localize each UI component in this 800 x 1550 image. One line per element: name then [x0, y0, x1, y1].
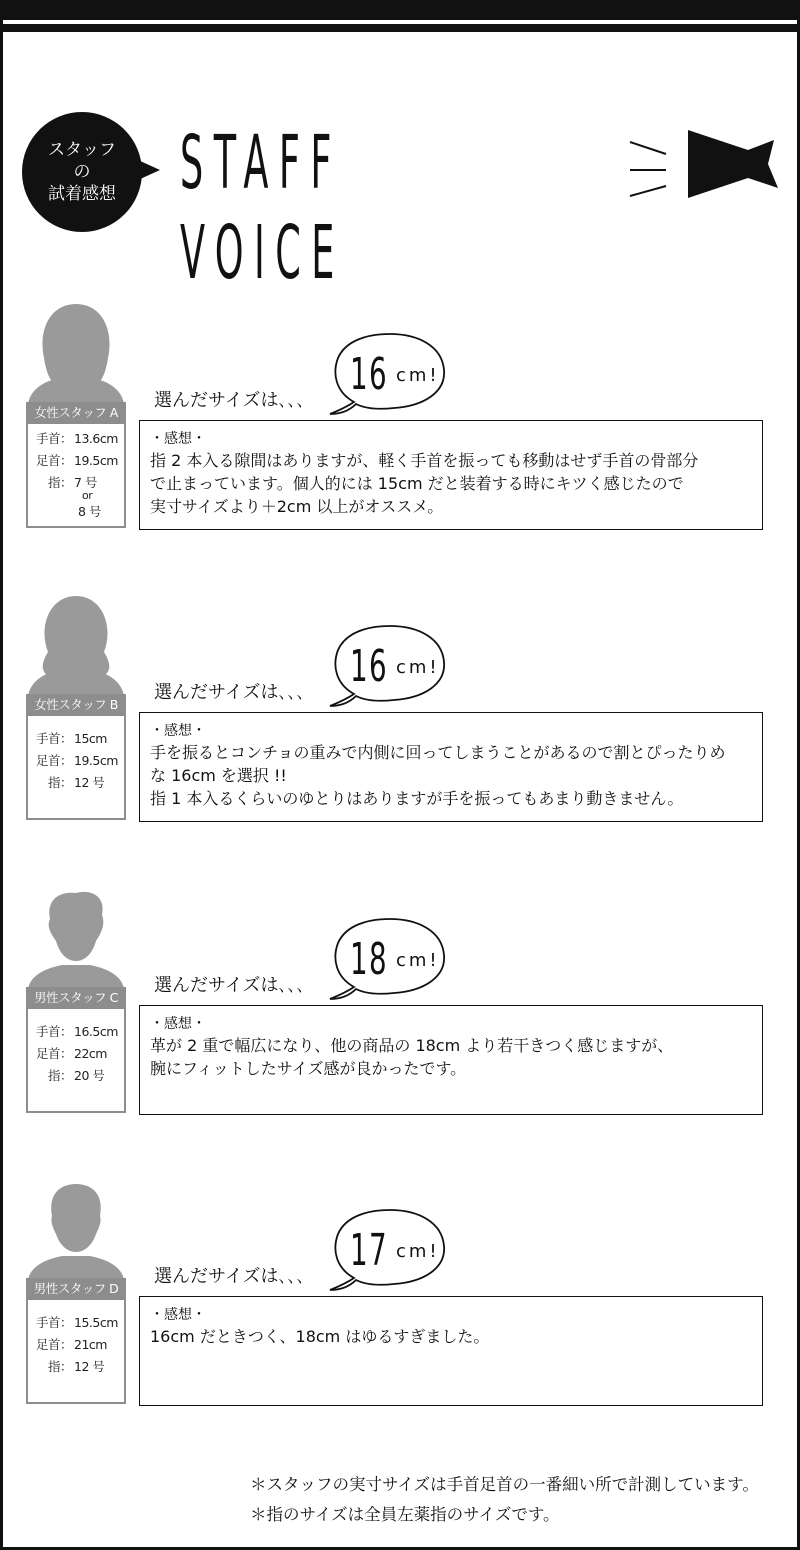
- comment-line: 16cm だときつく、18cm はゆるすぎました。: [150, 1327, 490, 1346]
- size-number: 17: [350, 1225, 389, 1276]
- male-avatar-icon: [26, 885, 126, 989]
- stat-wrist: [28, 1312, 124, 1334]
- speed-lines-icon: [626, 136, 672, 202]
- footnote-finger: ＊指のサイズは全員左薬指のサイズです。: [250, 1505, 560, 1524]
- stat-value: 15cm: [74, 731, 107, 746]
- footnote-measure: ＊スタッフの実寸サイズは手首足首の一番細い所で計測しています。: [250, 1475, 759, 1494]
- stat-value: 12 号: [74, 775, 105, 790]
- stat-key: 指：: [47, 775, 72, 790]
- stat-finger: [28, 1065, 124, 1087]
- stat-key: 手首：: [35, 431, 72, 446]
- size-number: 18: [350, 934, 389, 985]
- stat-key: 指：: [47, 475, 72, 490]
- footnotes: [250, 1470, 759, 1530]
- comment-title: ・感想・: [150, 1016, 206, 1032]
- stat-value: 13.6cm: [74, 431, 118, 446]
- size-prefix: 選んだサイズは､､､: [154, 1266, 306, 1287]
- size-prefix: 選んだサイズは､､､: [154, 682, 306, 703]
- stat-key: 足首：: [35, 753, 72, 768]
- stat-ankle: [28, 1334, 124, 1356]
- comment-line: な 16cm を選択 !!: [150, 766, 287, 785]
- stat-ankle: [28, 750, 124, 772]
- stat-value: 7 号: [74, 475, 97, 490]
- comment-box: [139, 1005, 763, 1115]
- stat-key: 足首：: [35, 1046, 72, 1061]
- comment-box: [139, 712, 763, 822]
- badge-line-1: スタッフ: [48, 140, 116, 160]
- stat-key: 手首：: [35, 1024, 72, 1039]
- stat-wrist: [28, 728, 124, 750]
- stat-or: or: [82, 489, 93, 502]
- staff-label: 男性スタッフ C: [26, 987, 126, 1009]
- comment-line: 指 1 本入るくらいのゆとりはありますが手を振ってもあまり動きません。: [150, 789, 684, 808]
- stat-wrist: [28, 1021, 124, 1043]
- staff-badge: [22, 112, 142, 232]
- size-number: 16: [350, 641, 389, 692]
- stat-ankle: [28, 1043, 124, 1065]
- female-avatar-icon: [26, 300, 126, 404]
- stat-value: 19.5cm: [74, 453, 118, 468]
- staff-block-b: [0, 592, 800, 832]
- stat-value: 12 号: [74, 1359, 105, 1374]
- stat-alt: 8 号: [78, 504, 101, 519]
- stat-key: 足首：: [35, 1337, 72, 1352]
- male-avatar-icon: [26, 1176, 126, 1280]
- comment-line: 指 2 本入る隙間はありますが、軽く手首を振っても移動はせず手首の骨部分: [150, 451, 699, 470]
- stat-value: 20 号: [74, 1068, 105, 1083]
- stat-finger: [28, 475, 124, 491]
- bow-shape-icon: [686, 128, 782, 200]
- comment-line: 腕にフィットしたサイズ感が良かったです。: [150, 1059, 467, 1078]
- stat-key: 指：: [47, 1068, 72, 1083]
- staff-label: 男性スタッフ D: [26, 1278, 126, 1300]
- size-unit: cm!: [396, 950, 440, 971]
- badge-pointer: [138, 160, 160, 180]
- staff-stats: [26, 1300, 126, 1404]
- comment-box: [139, 420, 763, 530]
- size-unit: cm!: [396, 365, 440, 386]
- comment-line: で止まっています。個人的には 15cm だと装着する時にキツく感じたので: [150, 474, 684, 493]
- stat-value: 22cm: [74, 1046, 107, 1061]
- staff-block-c: [0, 885, 800, 1125]
- staff-stats: [26, 716, 126, 820]
- page-title: STAFF VOICE: [180, 120, 345, 296]
- stat-value: 16.5cm: [74, 1024, 118, 1039]
- size-unit: cm!: [396, 1241, 440, 1262]
- stat-wrist: [28, 428, 124, 450]
- female-avatar-icon: [26, 592, 126, 696]
- staff-block-a: [0, 300, 800, 540]
- badge-line-3: 試着感想: [48, 184, 116, 204]
- size-prefix: 選んだサイズは､､､: [154, 975, 306, 996]
- comment-line: 革が 2 重で幅広になり、他の商品の 18cm より若干きつく感じますが、: [150, 1036, 674, 1055]
- comment-box: [139, 1296, 763, 1406]
- size-unit: cm!: [396, 657, 440, 678]
- staff-stats: [26, 1009, 126, 1113]
- stat-value: 21cm: [74, 1337, 107, 1352]
- stat-finger: [28, 772, 124, 794]
- size-prefix: 選んだサイズは､､､: [154, 390, 306, 411]
- badge-line-2: の: [73, 162, 91, 182]
- stat-key: 手首：: [35, 1315, 72, 1330]
- comment-title: ・感想・: [150, 1307, 206, 1323]
- staff-label: 女性スタッフ A: [26, 402, 126, 424]
- stat-key: 手首：: [35, 731, 72, 746]
- stat-value: 19.5cm: [74, 753, 118, 768]
- stat-finger: [28, 1356, 124, 1378]
- comment-line: 手を振るとコンチョの重みで内側に回ってしまうことがあるので割とぴったりめ: [150, 743, 726, 762]
- staff-label: 女性スタッフ B: [26, 694, 126, 716]
- stat-ankle: [28, 450, 124, 472]
- comment-line: 実寸サイズより＋2cm 以上がオススメ。: [150, 497, 444, 516]
- stat-value: 15.5cm: [74, 1315, 118, 1330]
- size-number: 16: [350, 349, 389, 400]
- staff-stats: [26, 424, 126, 528]
- comment-title: ・感想・: [150, 723, 206, 739]
- stat-key: 足首：: [35, 453, 72, 468]
- comment-title: ・感想・: [150, 431, 206, 447]
- stat-key: 指：: [47, 1359, 72, 1374]
- staff-block-d: [0, 1176, 800, 1416]
